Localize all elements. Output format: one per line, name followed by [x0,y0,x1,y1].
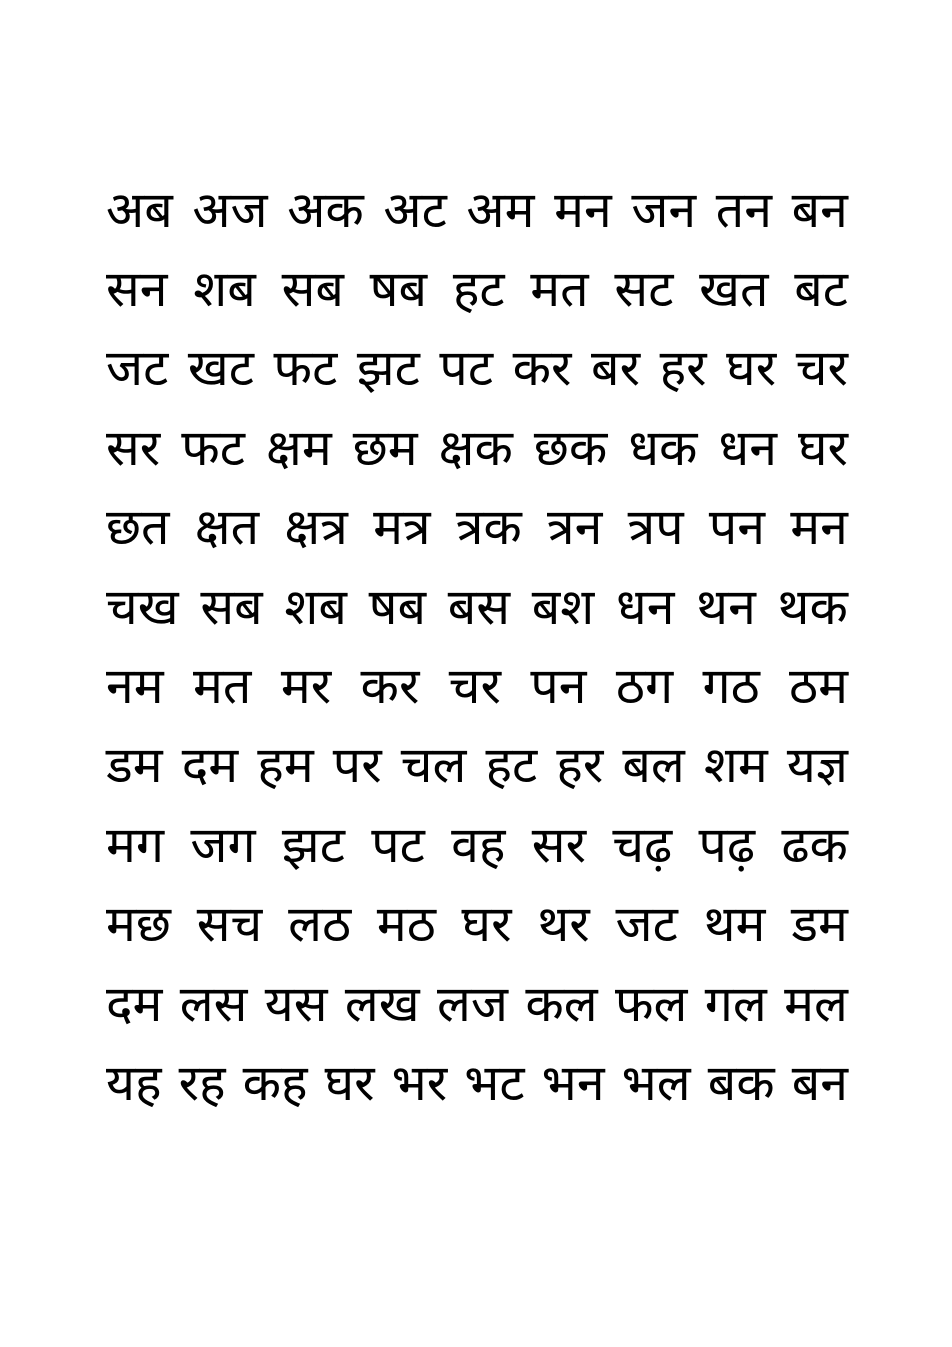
word: पट [371,815,425,874]
word: लख [344,974,420,1033]
word: थन [696,577,756,636]
word: यज्ञ [786,736,848,795]
word: खत [699,260,769,319]
word: हम [257,736,314,795]
word: चर [795,339,848,398]
word: सब [200,577,263,636]
word: झट [356,339,420,398]
word: फट [273,339,338,398]
word: अक [287,180,364,239]
text-line-6 [106,565,848,644]
word: बश [531,577,595,636]
word: चल [400,736,467,795]
word: सच [196,895,263,954]
word: कर [360,657,420,716]
word: भट [464,1053,525,1112]
word: पन [708,498,766,557]
word: छत [106,498,170,557]
word: जन [631,180,697,239]
text-line-1 [106,168,848,247]
word: धन [615,577,675,636]
text-line-12 [106,1041,848,1120]
word: खट [187,339,254,398]
word: कर [512,339,572,398]
word: षब [368,577,427,636]
word: पढ़ [698,815,756,874]
text-line-5 [106,486,848,565]
text-line-2 [106,247,848,326]
word: धक [628,418,698,477]
word: शब [284,577,347,636]
word: मछ [106,895,171,954]
word: गल [704,974,767,1033]
word: मत [193,657,252,716]
word: छक [533,418,608,477]
word: बल [622,736,685,795]
word: भल [621,1053,691,1112]
word: अट [383,180,447,239]
word: क्षत [194,498,260,557]
word: बक [707,1053,775,1112]
word: अब [106,180,173,239]
word: जग [190,815,256,874]
word: गठ [702,657,760,716]
word: बस [447,577,511,636]
word: सन [106,260,168,319]
text-line-9 [106,803,848,882]
word: सर [106,418,161,477]
word: डम [106,736,163,795]
text-line-11 [106,962,848,1041]
word: छम [352,418,418,477]
word: बन [791,1053,848,1112]
word: थक [777,577,848,636]
word: क्षत्र [284,498,348,557]
word: बर [591,339,641,398]
word: सट [614,260,674,319]
word: शम [703,736,768,795]
word: ठम [789,657,848,716]
word: घर [324,1053,375,1112]
word: अम [466,180,535,239]
word: धन [718,418,777,477]
word: लज [437,974,509,1033]
word: क्षम [265,418,332,477]
word: अज [192,180,268,239]
word: भर [391,1053,448,1112]
word: मन [554,180,612,239]
word: बट [794,260,848,319]
word: हर [556,736,604,795]
word: सर [531,815,587,874]
text-line-10 [106,883,848,962]
word: पट [439,339,494,398]
word: तन [715,180,772,239]
word: यस [264,974,328,1033]
word: चख [106,577,179,636]
word: यह [106,1053,162,1112]
text-line-8 [106,724,848,803]
word: मर [280,657,332,716]
word: त्रक [455,498,522,557]
word: चढ़ [612,815,673,874]
word: डम [791,895,848,954]
word: चर [448,657,501,716]
word: पन [530,657,587,716]
word: घर [726,339,777,398]
word: फट [181,418,245,477]
word: नम [106,657,164,716]
word: रह [178,1053,226,1112]
word: कल [525,974,598,1033]
word: दम [106,974,163,1033]
word: सब [281,260,344,319]
word: पर [332,736,382,795]
word: ठग [615,657,674,716]
word: थर [537,895,590,954]
word: लस [179,974,248,1033]
text-line-4 [106,406,848,485]
word: त्रप [627,498,684,557]
text-line-3 [106,327,848,406]
word: जट [106,339,169,398]
word-grid [106,168,848,1121]
word: मत [530,260,589,319]
word: झट [281,815,345,874]
word: षब [369,260,428,319]
word: वह [451,815,506,874]
word: जट [615,895,678,954]
word: त्रन [547,498,603,557]
word: क्षक [438,418,513,477]
word: भन [541,1053,605,1112]
word: मग [106,815,165,874]
word: कह [242,1053,308,1112]
word: दम [181,736,239,795]
word: लठ [288,895,352,954]
word: बन [791,180,848,239]
word: शब [193,260,256,319]
word: मठ [376,895,436,954]
word: घर [797,418,848,477]
word: फल [614,974,688,1033]
word: घर [461,895,512,954]
word: मत्र [373,498,431,557]
word: मन [790,498,848,557]
word: मल [784,974,848,1033]
word: हर [659,339,707,398]
text-line-7 [106,644,848,723]
word: हट [485,736,538,795]
word: हट [452,260,505,319]
word: थम [703,895,766,954]
word: ढक [781,815,848,874]
